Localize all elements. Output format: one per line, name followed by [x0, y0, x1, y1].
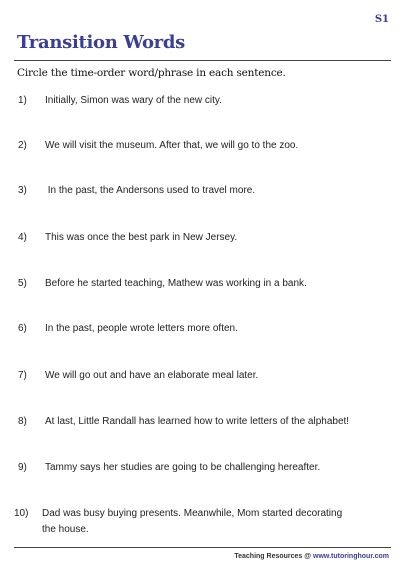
question-number: 10) [14, 508, 29, 519]
question-text: Tammy says her studies are going to be challenging hereafter. [45, 462, 321, 473]
question-text: In the past, the Andersons used to travel more. [45, 185, 256, 196]
question-number: 6) [18, 323, 27, 334]
question-number: 8) [18, 416, 27, 427]
footer-label: Teaching Resources @ [234, 553, 314, 560]
top-divider [14, 60, 391, 61]
footer-site-link[interactable]: www.tutoringhour.com [313, 553, 389, 560]
question-number: 1) [18, 95, 27, 106]
question-text: We will go out and have an elaborate meal later. [45, 370, 259, 381]
question-text: At last, Little Randall has learned how to write letters of the alphabet! [45, 416, 350, 427]
question-number: 7) [18, 370, 27, 381]
question-text: Initially, Simon was wary of the new city. [45, 95, 222, 106]
question-number: 9) [18, 462, 27, 473]
footer [234, 553, 389, 560]
question-number: 4) [18, 232, 27, 243]
question-text: This was once the best park in New Jersey. [45, 232, 238, 243]
question-number: 2) [18, 140, 27, 151]
worksheet-code: S1 [374, 14, 389, 25]
instructions: Circle the time-order word/phrase in each sentence. [17, 67, 286, 79]
question-number: 5) [18, 278, 27, 289]
question-text: We will visit the museum. After that, we will go to the zoo. [45, 140, 299, 151]
question-text: Before he started teaching, Mathew was working in a bank. [45, 278, 307, 289]
page-title: Transition Words [17, 32, 185, 53]
bottom-divider [14, 547, 391, 548]
question-text: In the past, people wrote letters more often. [45, 323, 238, 334]
question-text: Dad was busy buying presents. Meanwhile, Mom started decorating the house. [42, 508, 343, 535]
question-number: 3) [18, 185, 27, 196]
